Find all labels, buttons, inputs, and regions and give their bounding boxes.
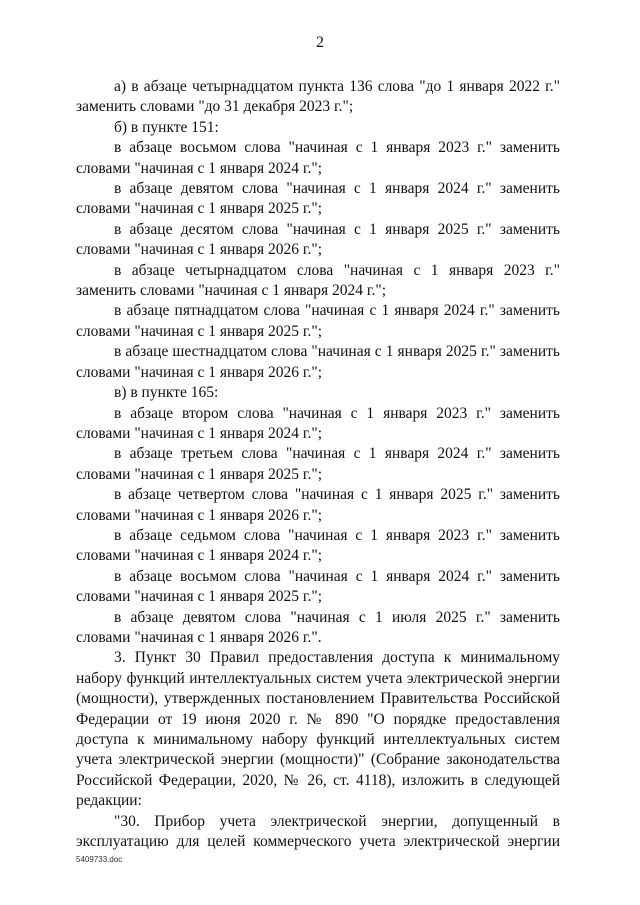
page-number: 2 <box>316 34 324 51</box>
document-file-code: 5409733.doc <box>76 855 123 864</box>
list-item: в абзаце десятом слова "начиная с 1 января 2025 г." заменить словами "начиная с 1 января 2026 г."; <box>76 220 560 259</box>
list-item: в абзаце третьем слова "начиная с 1 января 2024 г." заменить словами "начиная с 1 января 2025 г."; <box>76 445 560 483</box>
list-item: в абзаце пятнадцатом слова "начиная с 1 января 2024 г." заменить словами "начиная с 1 января 2025 г."; <box>76 302 560 340</box>
quoted-rule-paragraph: "30. Прибор учета электрической энергии, допущенный в эксплуатацию для целей коммерческого учета электрической энергии <box>76 812 560 851</box>
section-3-paragraph: 3. Пункт 30 Правил предоставления доступа к минимальному набору функций интеллектуальных систем учета электрической энергии (мощности), утвержденных постановлением Правительства Российской Федерации от 19 июня 2020 г. № 890 "О порядке предоставления доступа к минимальному набору функций интеллектуальных систем учета электрической энергии (мощности)" (Собрание законодательства Российской Федерации, 2020, № 26, ст. 4118), изложить в следующей редакции: <box>76 649 560 810</box>
list-item: в абзаце восьмом слова "начиная с 1 января 2024 г." заменить словами "начиная с 1 января 2025 г."; <box>76 567 560 606</box>
list-item: в абзаце четырнадцатом слова "начиная с 1 января 2023 г." заменить словами "начиная с 1 января 2024 г."; <box>76 261 560 300</box>
list-item: в абзаце восьмом слова "начиная с 1 января 2023 г." заменить словами "начиная с 1 января 2024 г."; <box>76 139 560 177</box>
amendment-b-heading: б) в пункте 151: <box>114 118 219 136</box>
document-body <box>76 77 560 852</box>
list-item: в абзаце втором слова "начиная с 1 января 2023 г." заменить словами "начиная с 1 января 2024 г."; <box>76 404 560 442</box>
list-item: в абзаце девятом слова "начиная с 1 января 2024 г." заменить словами "начиная с 1 января 2025 г."; <box>76 180 560 218</box>
list-item: в абзаце четвертом слова "начиная с 1 января 2025 г." заменить словами "начиная с 1 января 2026 г."; <box>76 486 560 524</box>
list-item: в абзаце седьмом слова "начиная с 1 января 2023 г." заменить словами "начиная с 1 января 2024 г."; <box>76 526 560 565</box>
amendment-a-paragraph: а) в абзаце четырнадцатом пункта 136 слова "до 1 января 2022 г." заменить словами "до 31 декабря 2023 г."; <box>76 78 560 116</box>
list-item: в абзаце девятом слова "начиная с 1 июля 2025 г." заменить словами "начиная с 1 января 2026 г.". <box>76 608 560 646</box>
list-item: в абзаце шестнадцатом слова "начиная с 1 января 2025 г." заменить словами "начиная с 1 января 2026 г."; <box>76 343 560 381</box>
amendment-c-heading: в) в пункте 165: <box>114 384 219 402</box>
